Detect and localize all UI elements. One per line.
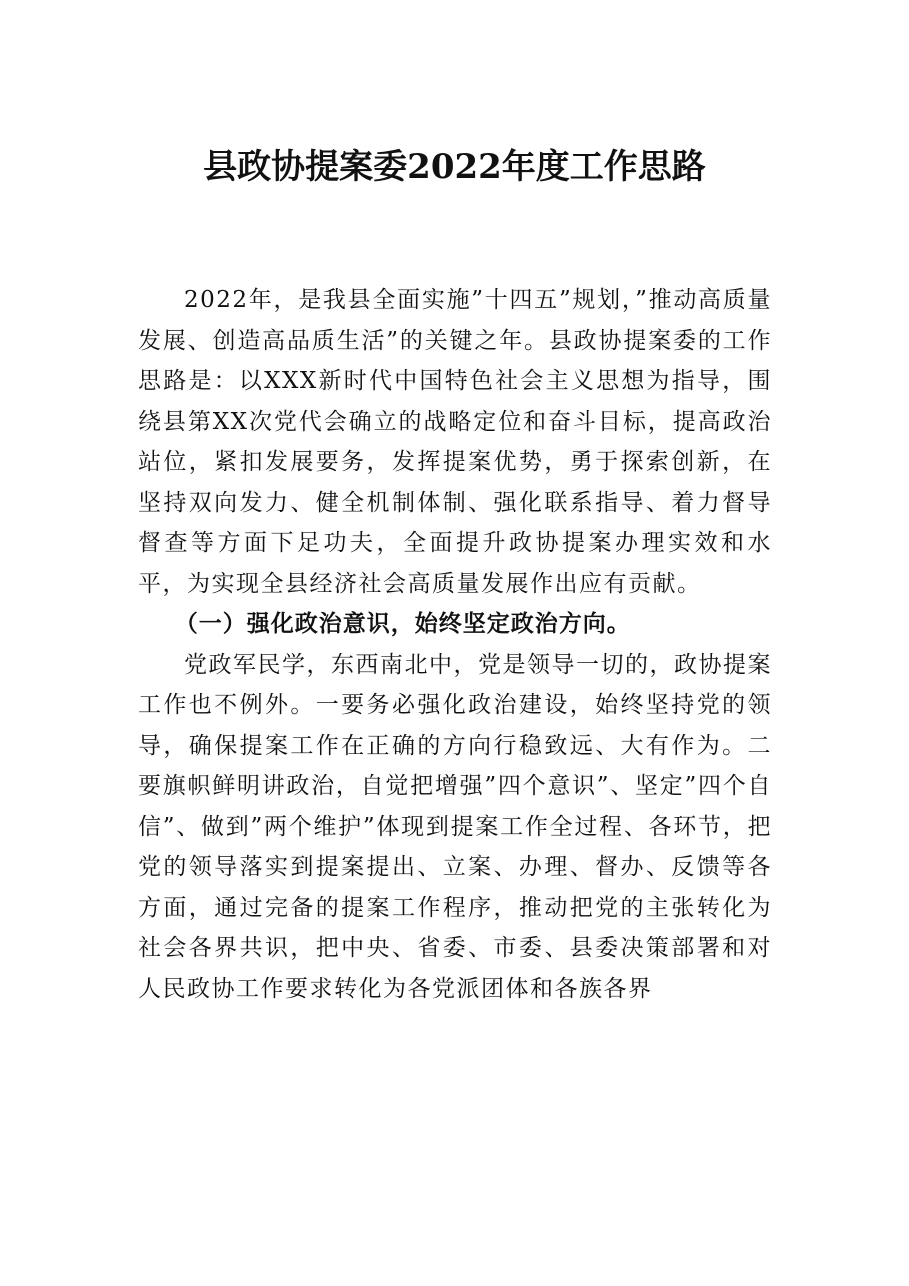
- section-heading: （一）强化政治意识，始终坚定政治方向。: [174, 610, 631, 637]
- document-body: [138, 280, 772, 1009]
- intro-paragraph: 2022年，是我县全面实施”十四五”规划，”推动高质量发展、创造高品质生活”的关键之年。县政协提案委的工作思路是：以XXX新时代中国特色社会主义思想为指导，围绕县第XX次党代会确立的战略定位和奋斗目标，提高政治站位，紧扣发展要务，发挥提案优势，勇于探索创新，在坚持双向发力、健全机制体制、强化联系指导、着力督导督查等方面下足功夫，全面提升政协提案办理实效和水平，为实现全县经济社会高质量发展作出应有贡献。: [138, 287, 772, 597]
- document-title: 县政协提案委2022年度工作思路: [203, 147, 706, 187]
- section-paragraph: 党政军民学，东西南北中，党是领导一切的，政协提案工作也不例外。一要务必强化政治建设，始终坚持党的领导，确保提案工作在正确的方向行稳致远、大有作为。二要旗帜鲜明讲政治，自觉把增强”四个意识”、坚定”四个自信”、做到”两个维护”体现到提案工作全过程、各环节，把党的领导落实到提案提出、立案、办理、督办、反馈等各方面，通过完备的提案工作程序，推动把党的主张转化为社会各界共识，把中央、省委、市委、县委决策部署和对人民政协工作要求转化为各党派团体和各族各界: [138, 651, 772, 1002]
